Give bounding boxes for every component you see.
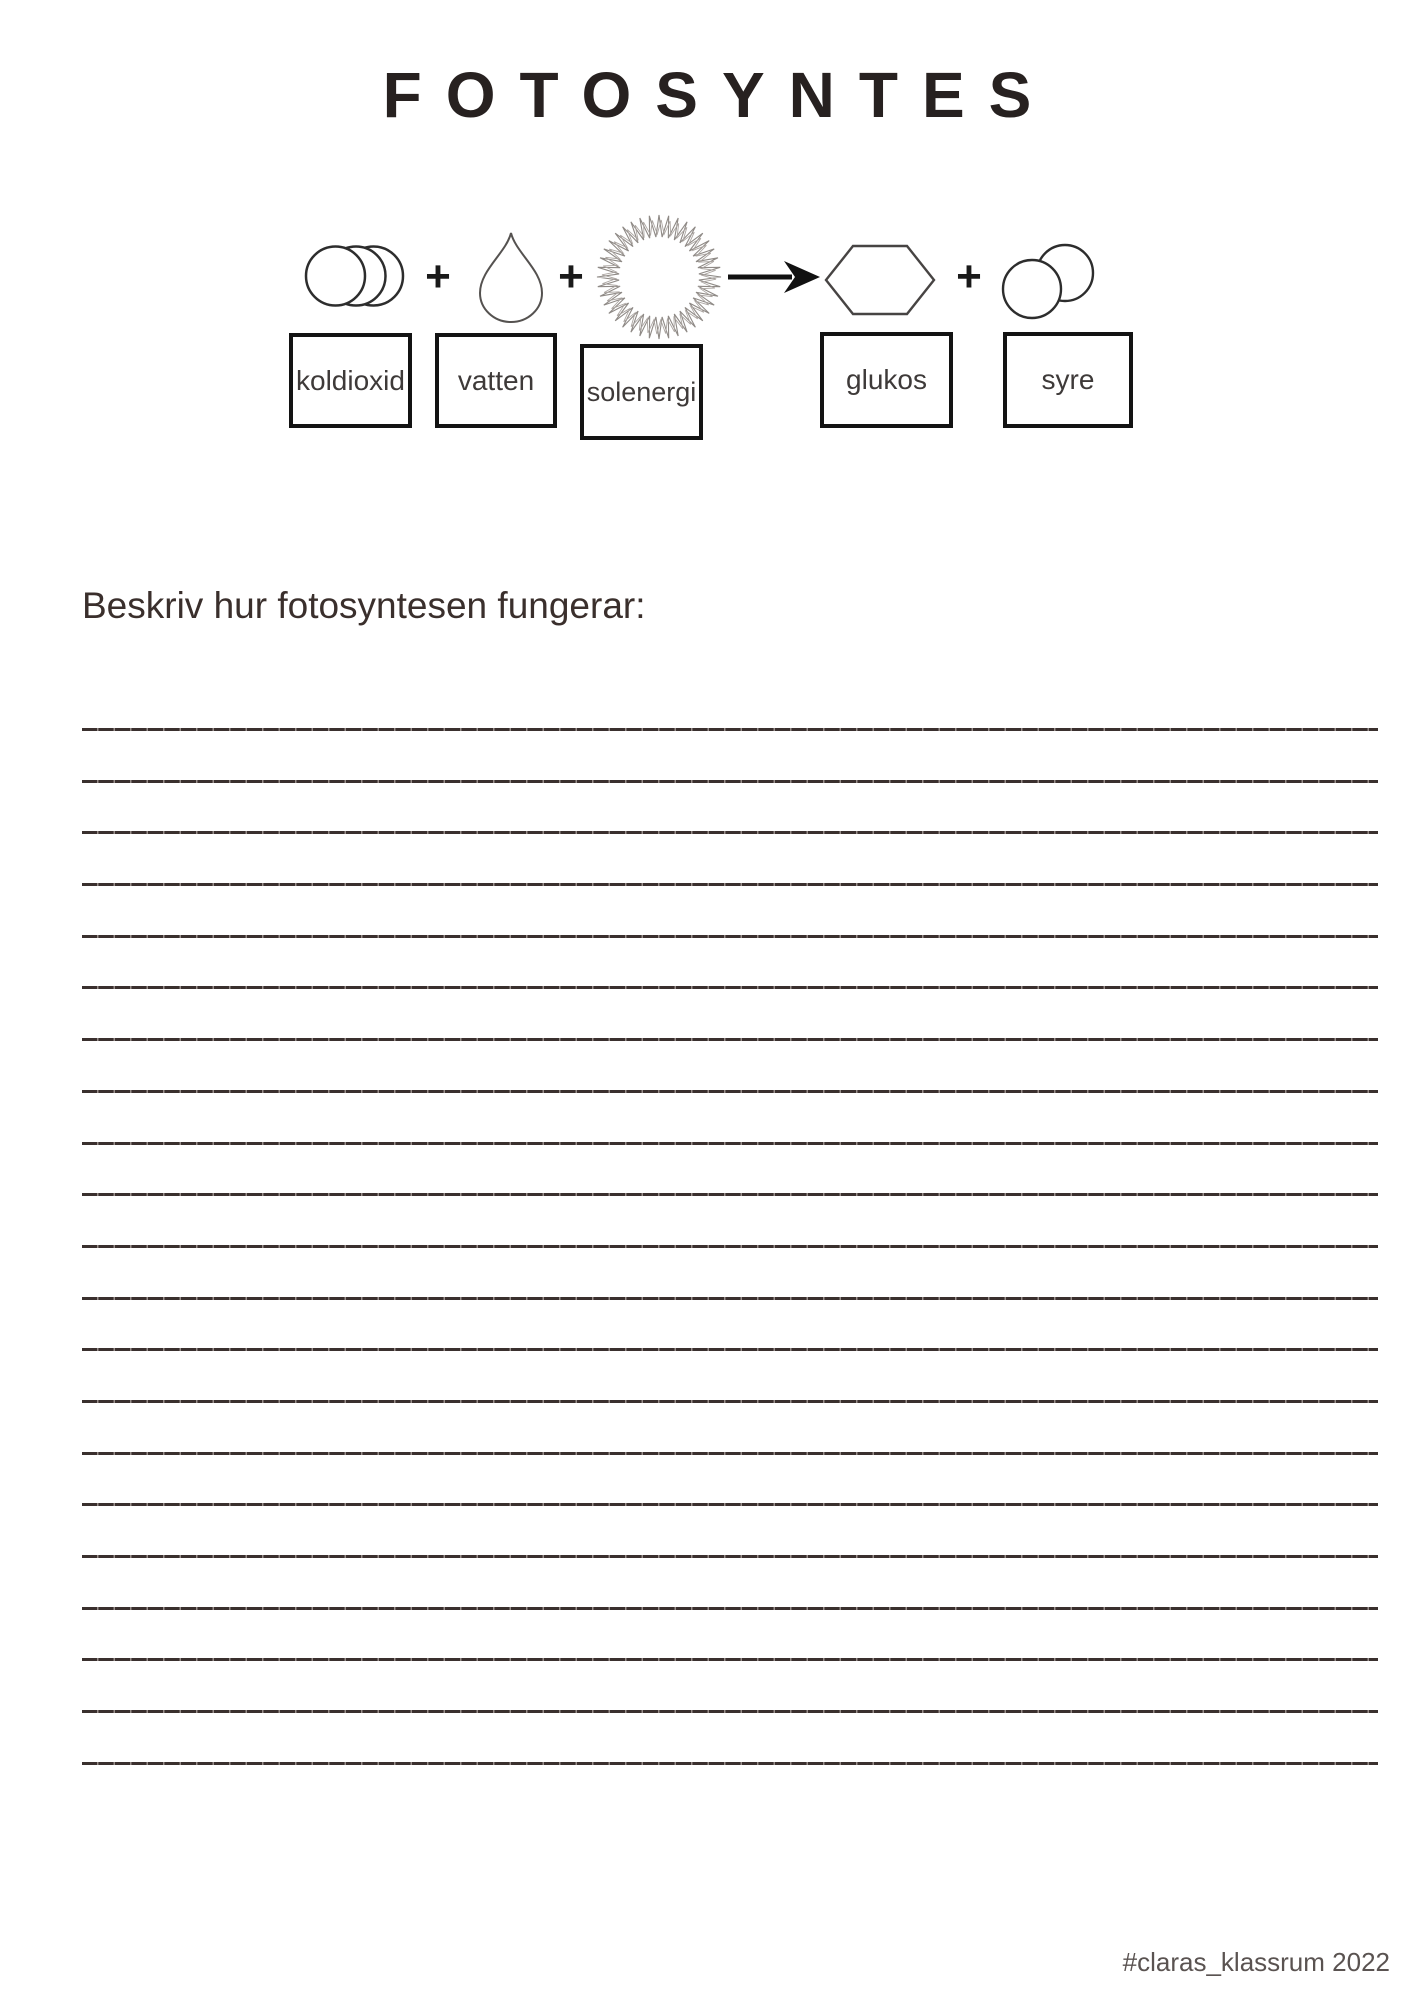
writing-line — [82, 1452, 1378, 1455]
writing-line — [82, 883, 1378, 886]
glukos-label-box — [820, 332, 953, 428]
writing-line — [82, 1400, 1378, 1403]
writing-line — [82, 1762, 1378, 1765]
arrow-right-icon — [726, 258, 822, 296]
syre-label: syre — [1041, 364, 1095, 395]
writing-line — [82, 1090, 1378, 1093]
vatten-label: vatten — [457, 364, 535, 396]
writing-line — [82, 1193, 1378, 1196]
writing-line — [82, 831, 1378, 834]
writing-line — [82, 1245, 1378, 1248]
footer-credit: #claras_klassrum 2022 — [1122, 1947, 1390, 1977]
writing-line — [82, 986, 1378, 989]
writing-line — [82, 1607, 1378, 1610]
plus-operator: + — [425, 252, 451, 301]
syre-label-box — [1003, 332, 1133, 428]
writing-line — [82, 1710, 1378, 1713]
glukos-label: glukos — [846, 364, 927, 395]
plus-operator: + — [956, 252, 982, 301]
water-drop-icon — [475, 228, 547, 326]
writing-lines — [82, 728, 1378, 1765]
writing-line — [82, 935, 1378, 938]
sun-icon — [594, 212, 724, 342]
vatten-label-box — [435, 333, 557, 428]
hexagon-icon — [822, 242, 938, 318]
koldioxid-label-box — [289, 333, 412, 428]
writing-line — [82, 1142, 1378, 1145]
writing-line — [82, 728, 1378, 731]
page-title: FOTOSYNTES — [382, 59, 1056, 131]
writing-line — [82, 1555, 1378, 1558]
solenergi-label-box — [580, 344, 703, 440]
writing-line — [82, 780, 1378, 783]
prompt-text: Beskriv hur fotosyntesen fungerar: — [82, 585, 646, 626]
solenergi-label: solenergi — [586, 376, 697, 407]
plus-operator: + — [558, 252, 584, 301]
co2-molecules-icon — [300, 240, 410, 314]
writing-line — [82, 1658, 1378, 1661]
oxygen-molecules-icon — [1000, 238, 1100, 322]
writing-line — [82, 1503, 1378, 1506]
writing-line — [82, 1297, 1378, 1300]
writing-line — [82, 1038, 1378, 1041]
koldioxid-label: koldioxid — [296, 364, 405, 396]
writing-line — [82, 1348, 1378, 1351]
